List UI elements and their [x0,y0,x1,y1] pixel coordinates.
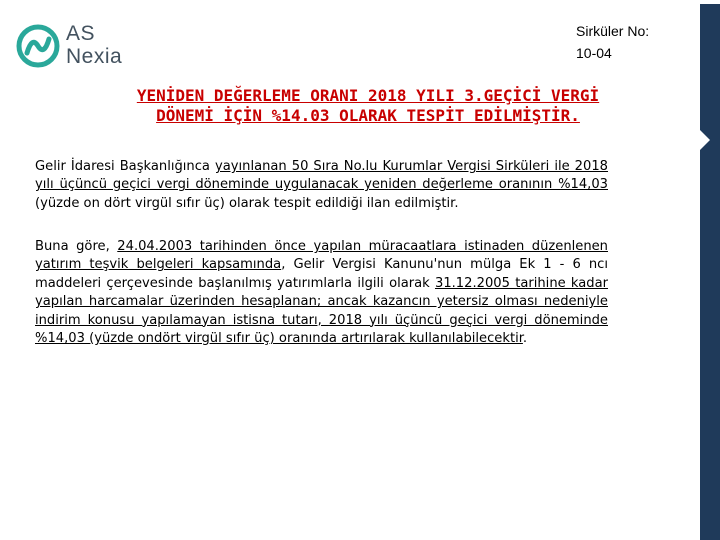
side-bar-notch [700,130,710,150]
paragraph-2 [35,238,608,348]
company-logo [16,22,136,72]
circular-number-block [576,20,649,64]
paragraph-1-underlined: yayınlanan 50 Sıra No.lu Kurumlar Vergisi Sirküleri ile 2018 yılı üçüncü geçici vergi döneminde uygulanacak yeniden değerleme oranının %14,03 [35,159,609,193]
paragraph-2-text-middle: , Gelir Vergisi Kanunu'nun mülga Ek 1 - 6 ncı maddeleri çerçevesinde başlanılmış yatırımlarla ilgili olarak [35,257,609,291]
brand-name [66,22,122,68]
document-title [60,86,676,126]
title-line-1: YENİDEN DEĞERLEME ORANI 2018 YILI 3.GEÇİCİ VERGİ [136,86,600,105]
paragraph-2-underlined-1: 24.04.2003 tarihinden önce yapılan müracaatlara istinaden düzenlenen yatırım teşvik belgeleri kapsamında [35,239,608,273]
brand-line-2: Nexia [66,45,123,68]
paragraph-2-underlined-2: 31.12.2005 tarihine kadar yapılan harcamalar üzerinden hesaplanan; ancak kazancın yetersiz olması nedeniyle indirim konusu yapılamayan istisna tutarı, 2018 yılı üçüncü geçici vergi döneminde %14,03 (yüzde ondört virgül sıfır üç) oranında artırılarak kullanılabilecektir [35,275,609,347]
title-line-2: DÖNEMİ İÇİN %14.03 OLARAK TESPİT EDİLMİŞTİR. [156,106,580,125]
nexia-logo-icon [16,24,60,68]
paragraph-1-text-end: (yüzde on dört virgül sıfır üç) olarak tespit edildiği ilan edilmiştir. [35,195,459,211]
circular-label: Sirküler No: [576,23,650,39]
paragraph-1 [35,158,608,213]
brand-line-1: AS [66,22,96,45]
paragraph-2-text: Buna göre, [35,239,118,254]
paragraph-1-text: Gelir İdaresi Başkanlığınca [35,159,215,174]
side-accent-bar [700,4,720,540]
circular-number: 10-04 [576,45,612,61]
paragraph-2-text-end: . [522,331,528,347]
